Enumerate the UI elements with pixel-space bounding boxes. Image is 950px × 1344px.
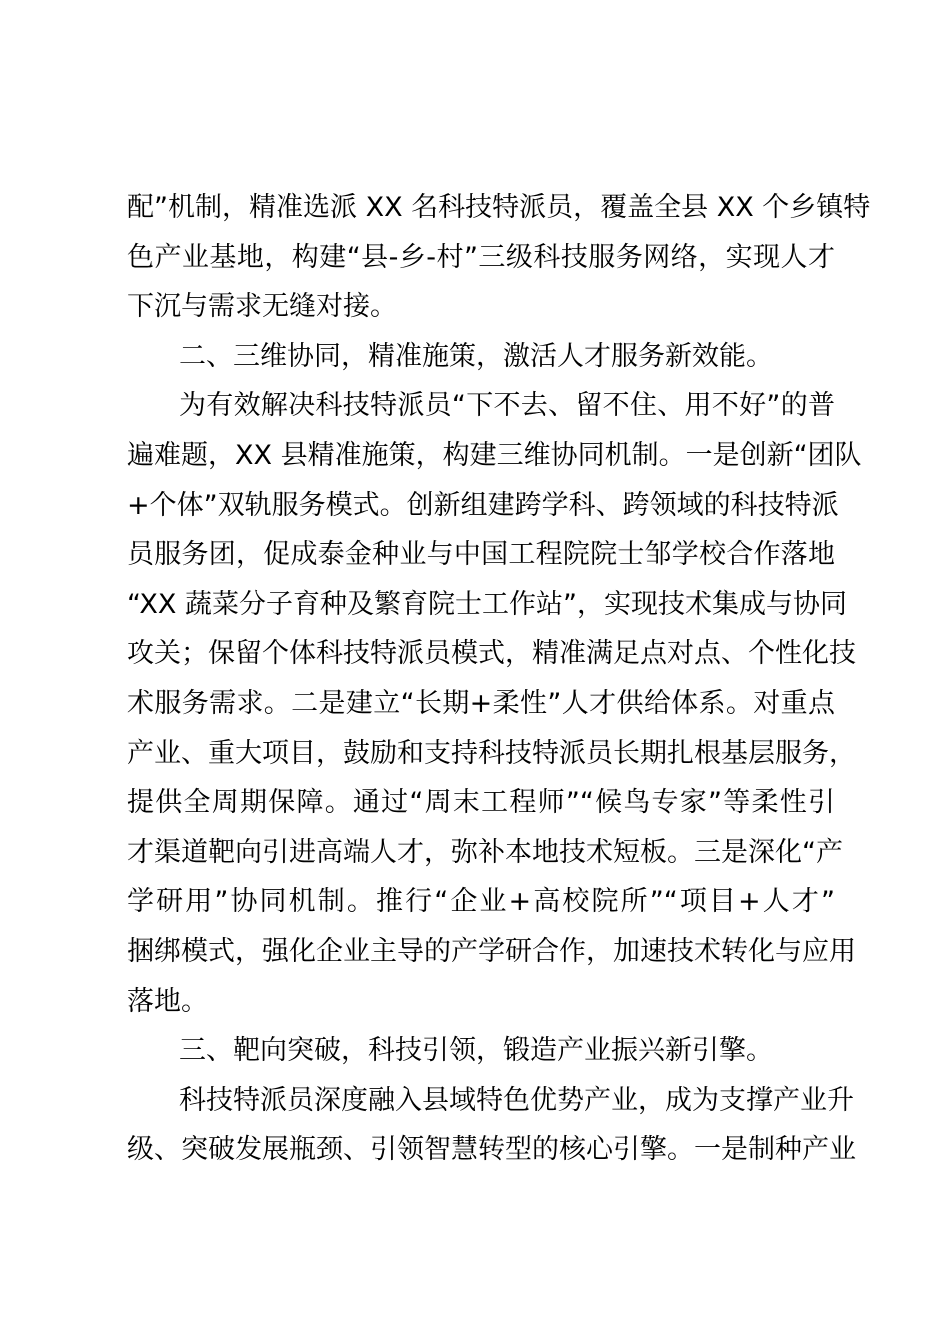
text-line: 配”机制，精准选派 XX 名科技特派员，覆盖全县 XX 个乡镇特: [127, 192, 871, 223]
text-line: 科技特派员深度融入县域特色优势产业，成为支撑产业升: [179, 1084, 854, 1116]
section-heading-2: 二、三维协同，精准施策，激活人才服务新效能。: [179, 340, 773, 372]
text-line: 产业、重大项目，鼓励和支持科技特派员长期扎根基层服务，: [127, 737, 856, 769]
paragraph-3: [127, 1076, 856, 1175]
text-line: 捆绑模式，强化企业主导的产学研合作，加速技术转化与应用: [127, 935, 856, 967]
section-heading-3: 三、靶向突破，科技引领，锻造产业振兴新引擎。: [179, 1035, 773, 1067]
text-line: 下沉与需求无缝对接。: [127, 291, 397, 323]
paragraph-2: [127, 381, 862, 1026]
text-line: 术服务需求。二是建立“长期+柔性”人才供给体系。对重点: [127, 687, 835, 719]
text-line: +个体”双轨服务模式。创新组建跨学科、跨领域的科技特派: [127, 489, 839, 521]
text-line: 提供全周期保障。通过“周末工程师”“候鸟专家”等柔性引: [127, 787, 835, 819]
paragraph-1: [127, 183, 871, 332]
document-body: [127, 183, 871, 1175]
text-line: 为有效解决科技特派员“下不去、留不住、用不好”的普: [179, 390, 835, 422]
text-line: 攻关；保留个体科技特派员模式，精准满足点对点、个性化技: [127, 638, 856, 670]
text-line: 色产业基地，构建“县-乡-村”三级科技服务网络，实现人才: [127, 241, 835, 273]
text-line: 员服务团，促成泰金种业与中国工程院院士邹学校合作落地: [127, 539, 835, 571]
text-line: 学研用”协同机制。推行“企业+高校院所”“项目+人才”: [127, 886, 835, 918]
text-line: 遍难题，XX 县精准施策，构建三维协同机制。一是创新“团队: [127, 439, 862, 471]
text-line: 级、突破发展瓶颈、引领智慧转型的核心引擎。一是制种产业: [127, 1134, 856, 1166]
text-line: “XX 蔬菜分子育种及繁育院士工作站”，实现技术集成与协同: [127, 588, 847, 620]
text-line: 才渠道靶向引进高端人才，弥补本地技术短板。三是深化“产: [127, 836, 843, 868]
text-line: 落地。: [127, 985, 208, 1017]
